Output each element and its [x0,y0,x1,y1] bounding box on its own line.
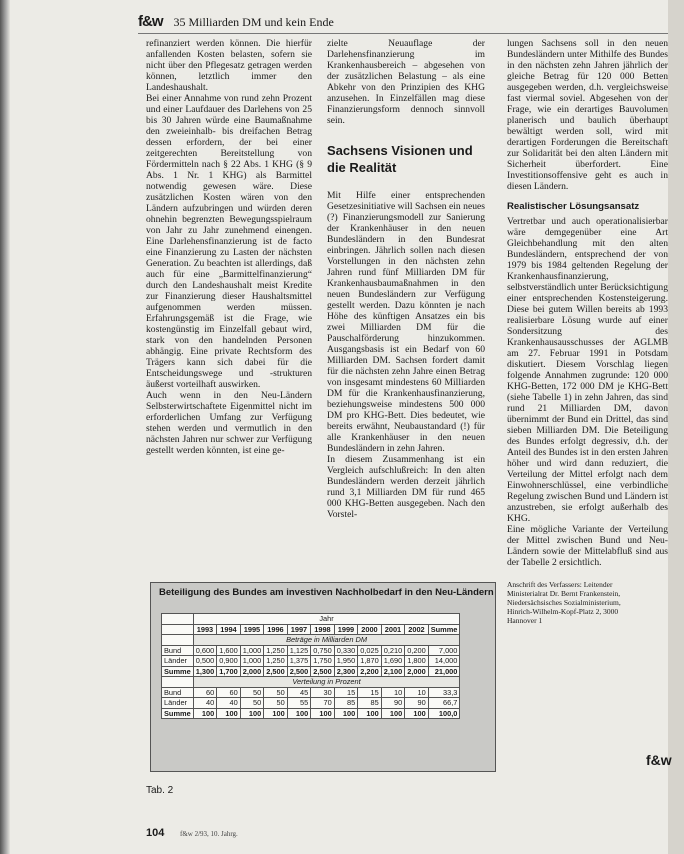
table-cell: 2,500 [311,666,335,677]
table-cell: 2,200 [358,666,382,677]
table-cell: 1,300 [193,666,217,677]
table-cell: 45 [287,687,311,698]
table-2-box [150,582,496,772]
table-cell: 40 [217,698,241,709]
table-cell: 70 [311,698,335,709]
table-corner [162,677,194,688]
table-row [162,645,460,656]
table-cell: 1,250 [264,656,288,667]
table-cell: 10 [405,687,429,698]
table-cell: 1,950 [334,656,358,667]
page-binding [0,0,10,854]
table-cell: 1,250 [264,645,288,656]
table-cell: 85 [358,698,382,709]
table-row [162,635,460,646]
table-corner [162,635,194,646]
table-cell: 50 [264,687,288,698]
year-header: Summe [428,624,460,635]
magazine-logo: f&w [138,13,163,30]
table-cell: 100 [287,708,311,719]
table-caption: Tab. 2 [146,785,174,796]
table-cell: 100 [358,708,382,719]
table-row [162,656,460,667]
page-number: 104 [146,827,165,839]
table-cell: 1,700 [217,666,241,677]
table-cell: 2,100 [381,666,405,677]
table-cell: 0,210 [381,645,405,656]
paragraph: Eine mögliche Variante der Verteilung der Mittel zwischen Bund und Neu-Ländern sowie der Mittelabfluß sind aus der Tabelle 2 ersichtlich. [507,524,668,568]
table-cell: 2,000 [405,666,429,677]
table-cell: 21,000 [428,666,460,677]
table-cell: 15 [334,687,358,698]
table-cell: 10 [381,687,405,698]
table-cell: 0,025 [358,645,382,656]
table-cell: 0,600 [193,645,217,656]
header-rule [138,33,668,34]
table-cell: 100,0 [428,708,460,719]
table-cell: 33,3 [428,687,460,698]
table-row [162,687,460,698]
end-logo: f&w [646,752,672,768]
table-cell: 2,300 [334,666,358,677]
text-column-1 [146,38,312,530]
row-label: Bund [162,687,194,698]
table-cell: 15 [358,687,382,698]
table-cell: 100 [264,708,288,719]
table-corner [162,624,194,635]
years-row [162,624,460,635]
table-cell: 1,870 [358,656,382,667]
table-row [162,666,460,677]
table-cell: 100 [217,708,241,719]
table-cell: 2,500 [264,666,288,677]
section-heading: Sachsens Visionen und die Realität [327,143,473,175]
paragraph: Bei einer Annahme von rund zehn Prozent und einer Laufdauer des Darlehens von 25 bis 30 Jahren würde eine Baumaßnahme den zweieinhalb- bis dreifachen Betrag dessen erfordern, der bei einer zeitgerechten Bereitstellung von Fördermitteln nach § 22 Abs. 1 KHG (§ 9 Abs. 1 Nr. 1 KHG) als Barmittel notwendig gewesen wäre. Diese zusätzlichen Kosten wären von den Ländern aufzubringen und würden deren ohnehin begrenzten Bewegungsspielraum von Jahr zu Jahr zunehmend einengen. Eine Darlehensfinanzierung ist de facto eine Finanzierung zu Lasten der nächsten Generation. Zu beachten ist allerdings, daß auch für eine „Barmittelfinanzierung“ durch den Landeshaushalt meist Kredite zur Finanzierung dieser Haushaltsmittel aufgenommen werden müssen. Erfahrungsgemäß ist die Frage, wie kostengünstig im Einzelfall gebaut wird, stark von den handelnden Personen abhängig. Eine private Rechtsform des Trägers kann sich dabei für die Entscheidungswege und -strukturen äußerst vorteilhaft auswirken. [146,93,312,390]
table-title: Beteiligung des Bundes am investiven Nachholbedarf in den Neu-Ländern [159,587,494,598]
year-header: 1996 [264,624,288,635]
section-label-percent: Verteilung in Prozent [193,677,460,688]
paragraph: refinanziert werden können. Die hierfür anfallenden Kosten belasten, sofern sie nicht über den Pflegesatz getragen werden können, letztlich immer den Landeshaushalt. [146,38,312,93]
table-cell: 60 [193,687,217,698]
running-title: 35 Milliarden DM und kein Ende [173,15,334,29]
table-cell: 7,000 [428,645,460,656]
year-header: 1995 [240,624,264,635]
paragraph: Auch wenn in den Neu-Ländern Selbsterwirtschaftete Eigenmittel nicht im erforderlichen Umfang zur Verfügung stehen werden und vermutlich in den nächsten Jahren nur schwer zur Verfügung gestellt werden könnten, ist eine ge- [146,390,312,456]
year-header: 1994 [217,624,241,635]
table-row [162,698,460,709]
subheading: Realistischer Lösungsansatz [507,201,640,212]
table-cell: 100 [240,708,264,719]
table-cell: 2,000 [240,666,264,677]
year-header: 1999 [334,624,358,635]
paragraph: zielte Neuauflage der Darlehensfinanzierung im Krankenhausbereich – abgesehen von der zusätzlichen Belastung – als eine Abkehr von den Prinzipien des KHG anzusehen. In Einzelfällen mag diese Finanzierungsform dennoch sinnvoll sein. [327,38,485,126]
text-column-3 [507,38,668,808]
table-cell: 1,750 [311,656,335,667]
running-header [138,12,598,32]
table-cell: 90 [381,698,405,709]
table-cell: 1,000 [240,656,264,667]
paragraph: In diesem Zusammenhang ist ein Vergleich aufschlußreich: In den alten Bundesländern werden derzeit jährlich rund 3,1 Milliarden DM für rund 465 000 KHG-Betten ausgegeben. Nach den Vorstel- [327,454,485,520]
table-cell: 14,000 [428,656,460,667]
table-cell: 0,500 [193,656,217,667]
table-cell: 50 [240,698,264,709]
table-cell: 60 [217,687,241,698]
year-header: 2001 [381,624,405,635]
table-cell: 1,000 [240,645,264,656]
table-row [162,708,460,719]
table-cell: 1,800 [405,656,429,667]
table-row [162,614,460,625]
table-cell: 0,330 [334,645,358,656]
paragraph: Vertretbar und auch operationalisierbar wäre demgegenüber eine Art Gleichbehandlung mit den alten Bundesländern, entsprechend der von 1979 bis 1984 geltenden Regelung der Krankenhausfinanzierung, selbstverständlich unter Berücksichtigung einer entsprechenden Kostensteigerung. Diese bei gutem Willen bereits ab 1993 realisierbare Lösung wurde auf einer Sondersitzung des Krankenhausausschusses der AGLMB am 27. Februar 1991 in Potsdam diskutiert. Diesem Vorschlag liegen folgende Annahmen zugrunde: 120 000 KHG-Betten, 172 000 DM je KHG-Bett (siehe Tabelle 1) in zehn Jahren, das sind rund 21 Milliarden DM, davon übernimmt der Bund ein Drittel, das sind sieben Milliarden DM. Die Beteiligung des Bundes erfolgt degressiv, d.h. der Anteil des Bundes ist in den ersten Jahren höher und wird dann reduziert, die Verteilung der Mittel erfolgt nach dem Einwohnerschlüssel, eine verbindliche Regelung zwischen Bund und Ländern ist anzustreben, sie erfolgt außerhalb des KHG. [507,216,668,524]
paragraph: lungen Sachsens soll in den neuen Bundesländern unter Mithilfe des Bundes in den nächsten zehn Jahren jährlich der gleiche Betrag für 120 000 Betten ausgegeben werden, d.h. vergleichsweise fast viermal soviel. Abgesehen von der Frage, wie ein derartiges Bauvolumen planerisch und baulich überhaupt bewältigt werden soll, wird mit derartigen Forderungen die Bereitschaft zur Solidarität bei den alten Ländern mit Sicherheit überfordert. Eine Investitionsoffensive geht es auch in diesen Ländern. [507,38,668,192]
paragraph: Mit Hilfe einer entsprechenden Gesetzesinitiative will Sachsen ein neues (?) Finanzierungsmodell zur Sanierung der Krankenhäuser in den neuen Bundesländern in den Bundesrat einbringen. Jährlich sollen nach diesen Vorstellungen in den nächsten zehn Jahren rund fünf Milliarden DM für Krankenhausbaumaßnahmen in den neuen Bundesländern zur Verfügung gestellt werden. Dazu könnten je nach Höhe des künftigen Ansatzes ein bis zwei Milliarden DM für die Pauschalförderung hinzukommen. Ausgangsbasis ist ein Bedarf von 60 Milliarden DM. Sachsen fordert damit für die nächsten zehn Jahre einen Betrag von insgesamt mindestens 60 Milliarden DM für die Krankenhausfinanzierung, beziehungsweise mindestens 500 000 DM pro KHG-Bett. Dies bedeutet, wie bereits erwähnt, Neubaustandard (!) für alle Krankenhäuser in den neuen Bundesländern in zehn Jahren. [327,190,485,454]
table-cell: 100 [311,708,335,719]
table-cell: 66,7 [428,698,460,709]
table-cell: 100 [193,708,217,719]
year-header: 1998 [311,624,335,635]
table-cell: 0,900 [217,656,241,667]
year-header: 1993 [193,624,217,635]
table-cell: 100 [334,708,358,719]
table-cell: 100 [381,708,405,719]
table-cell: 100 [405,708,429,719]
table-cell: 90 [405,698,429,709]
row-label: Länder [162,698,194,709]
table-cell: 50 [264,698,288,709]
section-label-amounts: Beträge in Milliarden DM [193,635,460,646]
year-header: 2000 [358,624,382,635]
row-label: Summe [162,708,194,719]
footer-issue: f&w 2/93, 10. Jahrg. [180,830,238,838]
year-header: 2002 [405,624,429,635]
table-cell: 1,690 [381,656,405,667]
table-cell: 85 [334,698,358,709]
table-cell: 55 [287,698,311,709]
data-table [161,613,460,719]
author-address: Anschrift des Verfassers: Leitender Ministerialrat Dr. Bernt Frankenstein, Niedersächsisches Sozialministerium, Hinrich-Wilhelm-Kopf-Platz 2, 3000 Hannover 1 [507,580,621,625]
table-row [162,677,460,688]
table-cell: 1,375 [287,656,311,667]
row-label: Summe [162,666,194,677]
text-column-2 [327,38,485,520]
table-cell: 0,200 [405,645,429,656]
table-cell: 1,600 [217,645,241,656]
table-cell: 1,125 [287,645,311,656]
jahr-header: Jahr [193,614,460,625]
table-cell: 0,750 [311,645,335,656]
table-cell: 40 [193,698,217,709]
row-label: Länder [162,656,194,667]
table-cell: 2,500 [287,666,311,677]
table-cell: 50 [240,687,264,698]
year-header: 1997 [287,624,311,635]
row-label: Bund [162,645,194,656]
table-cell: 30 [311,687,335,698]
table-corner [162,614,194,625]
